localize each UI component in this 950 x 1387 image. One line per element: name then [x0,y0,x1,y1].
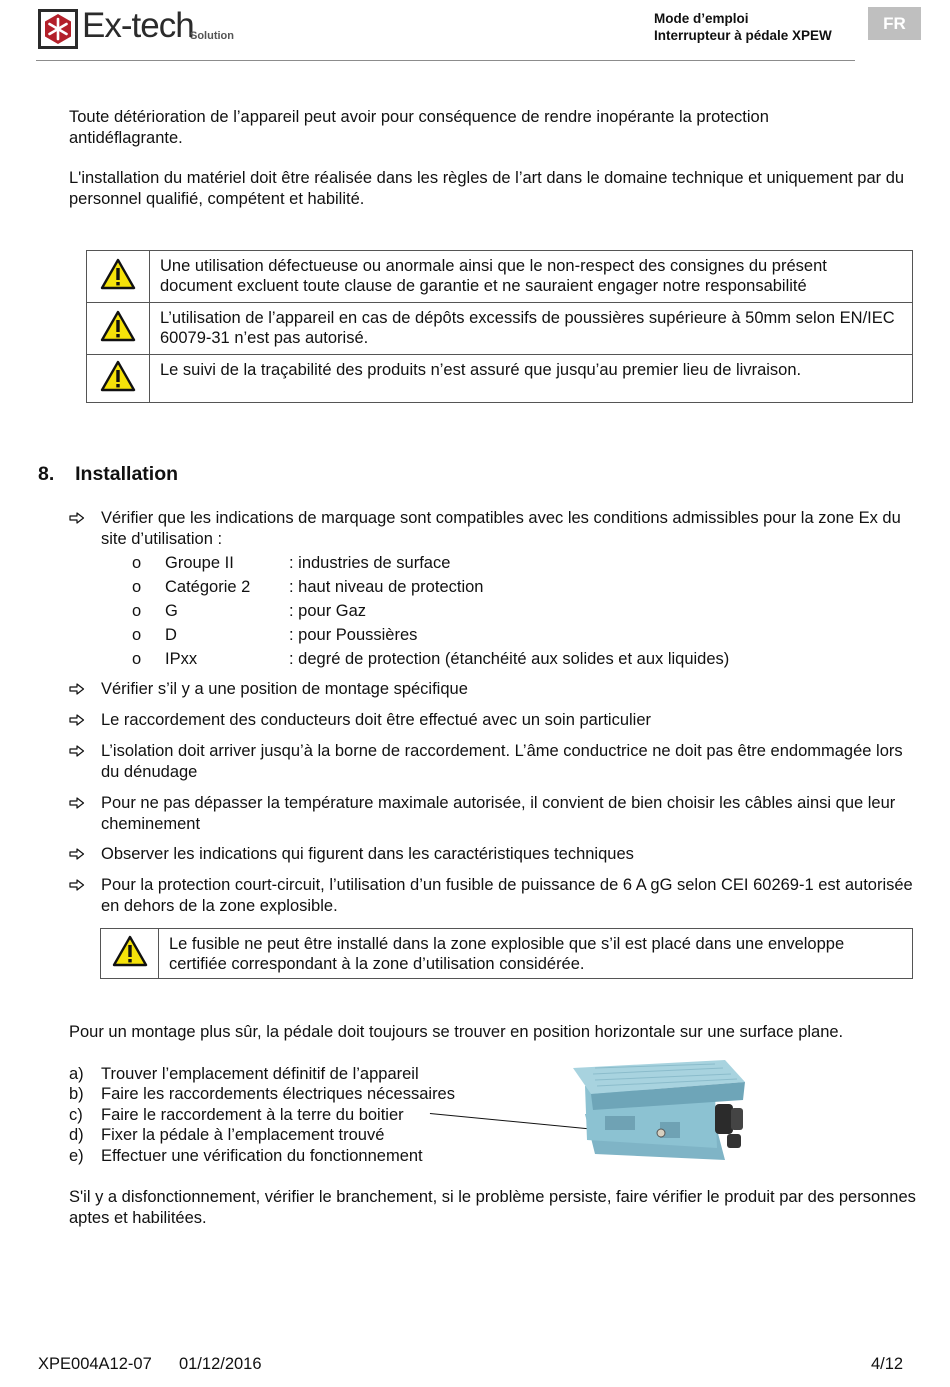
step-letter: a) [69,1065,84,1083]
bullet-item [69,875,919,917]
doc-title: Interrupteur à pédale XPEW [654,28,832,43]
section-heading [38,463,178,486]
section-title: Installation [75,463,179,485]
warning-row [87,355,913,403]
warning-cell-icon [101,929,159,979]
marking-name: G [165,602,178,620]
fuse-warning-table [100,928,913,979]
intro-paragraph-2: L'installation du matériel doit être réalisée dans les règles de l’art dans le domaine technique et uniquement par du personnel qualifié, compétent et habilité. [69,169,905,208]
hollow-arrow-icon [69,848,85,860]
marking-desc: : degré de protection (étanchéité aux solides et aux liquides) [289,650,730,668]
step-letter: c) [69,1105,83,1124]
marking-name: Groupe II [165,554,234,572]
step-letter: d) [69,1126,84,1145]
marking-desc: : industries de surface [289,554,451,572]
bullet-item [69,710,919,731]
step-text: Fixer la pédale à l’emplacement trouvé [101,1126,385,1145]
installation-steps [69,1064,455,1166]
step-text: Faire le raccordement à la terre du boitier [101,1105,404,1124]
warning-triangle-icon [100,360,136,392]
step-item [69,1064,455,1084]
hollow-arrow-icon [69,797,85,809]
marking-list [132,551,729,671]
warning-cell-icon [87,355,150,403]
header-divider [36,60,855,61]
marking-item [132,647,729,671]
section-number: 8. [38,463,55,485]
step-text: Faire les raccordements électriques nécessaires [101,1085,455,1104]
hollow-arrow-icon [69,745,85,757]
warning-cell-icon [87,251,150,303]
page-number: 4/12 [871,1355,904,1373]
step-letter: b) [69,1085,84,1104]
step-letter: e) [69,1146,84,1165]
doc-reference: XPE004A12-07 [38,1355,152,1373]
bullet-item [69,679,919,700]
bullet-text: Vérifier que les indications de marquage sont compatibles avec les conditions admissibles pour la zone Ex du site d’utilisation : [101,509,901,548]
bullet-item [69,793,919,835]
warning-row [101,929,913,979]
warning-cell-icon [87,303,150,355]
step-item [69,1125,455,1145]
brand-name: Ex-tech [82,6,194,45]
doc-type: Mode d’emploi [654,11,749,26]
bullet-text: Vérifier s’il y a une position de montage spécifique [101,680,468,698]
warning-row [87,303,913,355]
logo-emblem-icon [38,9,78,49]
closing-paragraph: S'il y a disfonctionnement, vérifier le branchement, si le problème persiste, faire vérifier le produit par des personnes aptes et habilitées. [69,1188,916,1227]
step-item [69,1084,455,1104]
bullet-text: Observer les indications qui figurent dans les caractéristiques techniques [101,845,634,863]
doc-date: 01/12/2016 [178,1355,262,1373]
brand-subtitle: Solution [190,30,234,42]
foot-pedal-image [565,1056,765,1168]
bullet-text: L’isolation doit arriver jusqu’à la borne de raccordement. L’âme conductrice ne doit pas être endommagée lors du dénudage [101,742,903,781]
sub-bullet: o [132,626,142,644]
sub-bullet: o [132,602,142,620]
footer-reference [38,1355,262,1374]
bullet-item [69,741,919,783]
bullet-text: Pour ne pas dépasser la température maximale autorisée, il convient de bien choisir les câbles ainsi que leur cheminement [101,794,896,833]
marking-name: D [165,626,177,644]
bullet-text: Le raccordement des conducteurs doit être effectué avec un soin particulier [101,711,652,729]
step-item [69,1105,455,1125]
hollow-arrow-icon [69,512,85,524]
marking-name: Catégorie 2 [165,578,251,596]
bullet-text: Pour la protection court-circuit, l’utilisation d’un fusible de puissance de 6 A gG selon CEI 60269-1 est autorisée en dehors de la zone explosible. [101,876,913,915]
mounting-note: Pour un montage plus sûr, la pédale doit toujours se trouver en position horizontale sur une surface plane. [69,1023,844,1041]
language-badge: FR [868,7,921,40]
hollow-arrow-icon [69,683,85,695]
warning-text: L’utilisation de l’appareil en cas de dépôts excessifs de poussières supérieure à 50mm selon EN/IEC 60079-31 n’est pas autorisé. [150,303,913,355]
intro-paragraph-1: Toute détérioration de l’appareil peut avoir pour conséquence de rendre inopérante la protection antidéflagrante. [69,108,769,147]
warning-text: Le suivi de la traçabilité des produits n’est assuré que jusqu’au premier lieu de livraison. [150,355,913,403]
marking-item [132,599,729,623]
marking-item [132,551,729,575]
step-text: Trouver l’emplacement définitif de l’appareil [101,1065,419,1083]
warning-text: Le fusible ne peut être installé dans la zone explosible que s’il est placé dans une enveloppe certifiée correspondant à la zone d’utilisation considérée. [159,929,913,979]
hollow-arrow-icon [69,714,85,726]
warnings-table [86,250,913,403]
warning-triangle-icon [112,935,148,967]
step-item [69,1146,455,1166]
marking-item [132,575,729,599]
warning-triangle-icon [100,310,136,342]
hollow-arrow-icon [69,879,85,891]
warning-row [87,251,913,303]
marking-desc: : haut niveau de protection [289,578,484,596]
bullet-item [69,844,919,865]
marking-name: IPxx [165,650,198,668]
marking-item [132,623,729,647]
step-text: Effectuer une vérification du fonctionnement [101,1146,423,1165]
marking-desc: : pour Gaz [289,602,367,620]
sub-bullet: o [132,578,142,596]
warning-text: Une utilisation défectueuse ou anormale ainsi que le non-respect des consignes du présent document excluent toute clause de garantie et ne sauraient engager notre responsabilité [150,251,913,303]
warning-triangle-icon [100,258,136,290]
sub-bullet: o [132,650,142,668]
sub-bullet: o [132,554,142,572]
bullet-item [69,508,919,550]
marking-desc: : pour Poussières [289,626,418,644]
document-header [654,10,832,44]
